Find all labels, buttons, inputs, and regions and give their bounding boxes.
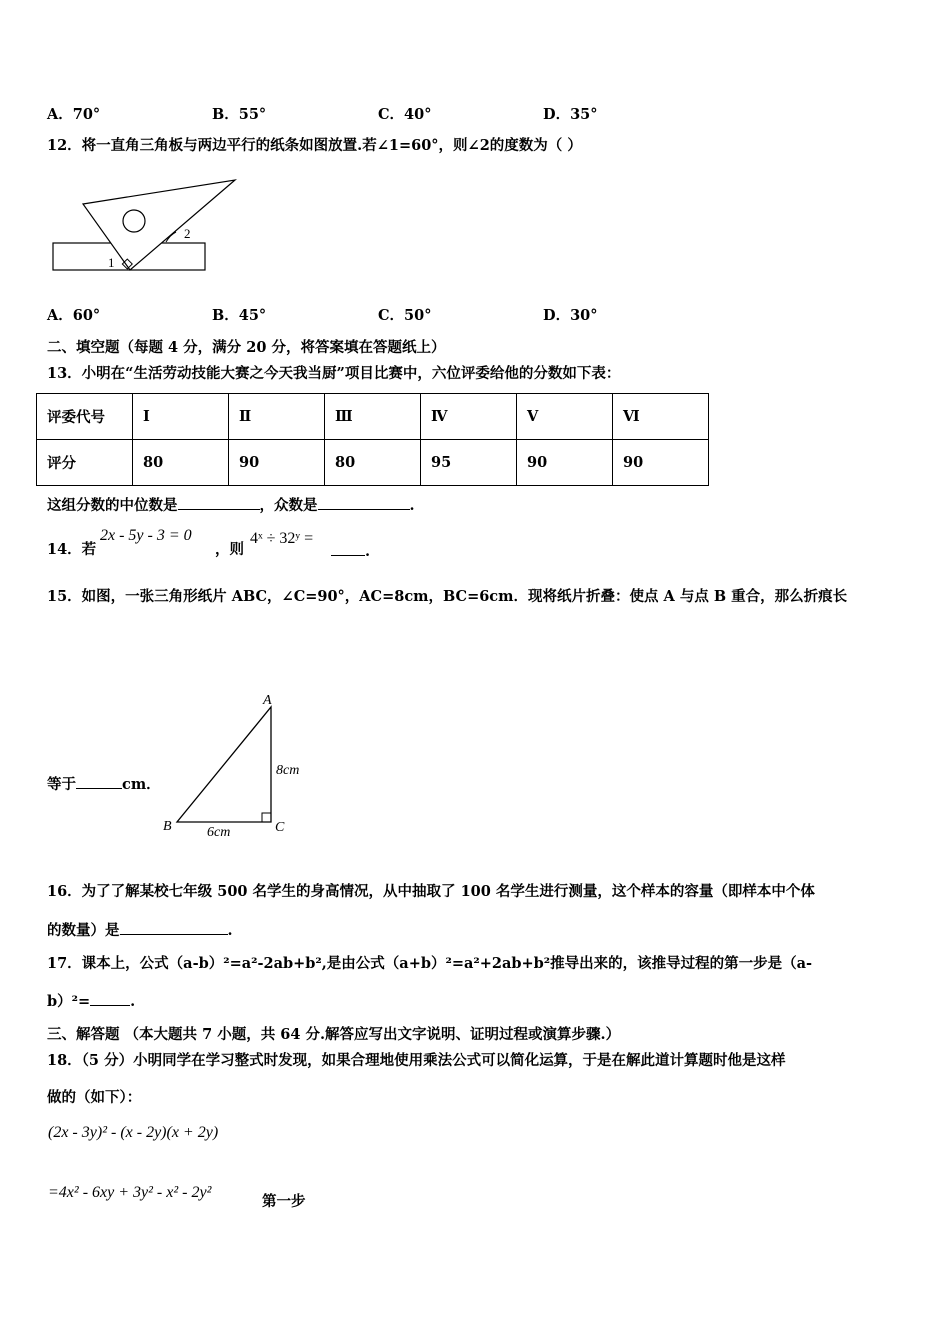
q16-blank[interactable] bbox=[120, 920, 228, 935]
q13-median-label: 这组分数的中位数是 bbox=[47, 497, 178, 514]
q14-equation: 2x - 5y - 3 = 0 bbox=[100, 527, 192, 544]
q17-label: b）²= bbox=[47, 993, 91, 1010]
q14-pre: 14．若 bbox=[47, 541, 97, 558]
q12-question: 12．将一直角三角板与两边平行的纸条如图放置.若∠1=60°，则∠2的度数为（ ） bbox=[47, 137, 582, 154]
label-a: A bbox=[263, 693, 272, 708]
q18-question-line2: 做的（如下）： bbox=[47, 1089, 142, 1106]
q18-expression: (2x - 3y)² - (x - 2y)(x + 2y) bbox=[48, 1124, 219, 1141]
angle1-label: 1 bbox=[108, 255, 115, 270]
q11-option-a: A．70° bbox=[47, 106, 101, 123]
table-row bbox=[37, 440, 709, 486]
q13-mode-label: ，众数是 bbox=[259, 497, 318, 514]
q16-label: 的数量）是 bbox=[47, 922, 120, 939]
q17-question-line1: 17．课本上，公式（a-b）²=a²-2ab+b²,是由公式（a+b）²=a²+2ab+b²推导出来的，该推导过程的第一步是（a- bbox=[47, 955, 813, 972]
q17-blank[interactable] bbox=[90, 991, 130, 1006]
q14-mid: ，则 bbox=[215, 541, 244, 558]
q15-unit: cm． bbox=[122, 776, 161, 793]
q11-option-b: B．55° bbox=[212, 106, 267, 123]
table-cell: Ⅲ bbox=[325, 394, 421, 440]
table-cell: 评委代号 bbox=[37, 394, 133, 440]
score-table bbox=[36, 393, 709, 486]
q14-period: . bbox=[365, 543, 371, 560]
q18-step1-expression: =4x² - 6xy + 3y² - x² - 2y² bbox=[48, 1184, 212, 1201]
table-cell: Ⅱ bbox=[229, 394, 325, 440]
q13-mode-blank[interactable] bbox=[318, 495, 410, 510]
q13-question: 13．小明在“生活劳动技能大赛之今天我当厨”项目比赛中，六位评委给他的分数如下表： bbox=[47, 365, 621, 382]
table-cell: 评分 bbox=[37, 440, 133, 486]
label-ac-length: 8cm bbox=[276, 763, 300, 778]
q16-question-line2 bbox=[47, 920, 233, 940]
q16-period: . bbox=[227, 922, 233, 939]
q15-triangle-figure bbox=[160, 690, 320, 840]
label-c: C bbox=[275, 820, 285, 835]
table-cell: Ⅰ bbox=[133, 394, 229, 440]
label-bc-length: 6cm bbox=[207, 825, 231, 840]
q13-period: . bbox=[409, 497, 415, 514]
q14-blank[interactable] bbox=[331, 541, 365, 556]
q13-answer-line bbox=[47, 495, 415, 515]
q11-option-c: C．40° bbox=[378, 106, 432, 123]
q12-option-b: B．45° bbox=[212, 307, 267, 324]
q11-option-d: D．35° bbox=[543, 106, 598, 123]
q17-question-line2 bbox=[47, 991, 135, 1011]
section3-heading: 三、解答题 （本大题共 7 小题，共 64 分.解答应写出文字说明、证明过程或演算步骤.） bbox=[47, 1026, 621, 1043]
table-cell: 90 bbox=[517, 440, 613, 486]
q12-option-a: A．60° bbox=[47, 307, 101, 324]
triangle-ruler bbox=[83, 180, 235, 270]
triangle-abc bbox=[177, 707, 271, 822]
table-cell: Ⅵ bbox=[613, 394, 709, 440]
q15-question: 15．如图，一张三角形纸片 ABC，∠C=90°，AC=8cm，BC=6cm．现将纸片折叠：使点 A 与点 B 重合，那么折痕长 bbox=[47, 588, 848, 605]
q12-figure bbox=[50, 176, 250, 276]
q16-question-line1: 16．为了了解某校七年级 500 名学生的身高情况，从中抽取了 100 名学生进行测量，这个样本的容量（即样本中个体 bbox=[47, 883, 815, 900]
table-cell: Ⅴ bbox=[517, 394, 613, 440]
q17-period: . bbox=[130, 993, 136, 1010]
q18-question-line1: 18．（5 分）小明同学在学习整式时发现，如果合理地使用乘法公式可以简化运算，于是在解此道计算题时他是这样 bbox=[47, 1052, 786, 1069]
q12-option-d: D．30° bbox=[543, 307, 598, 324]
table-header-row bbox=[37, 394, 709, 440]
q12-option-c: C．50° bbox=[378, 307, 432, 324]
table-cell: 80 bbox=[325, 440, 421, 486]
right-angle-mark bbox=[262, 813, 271, 822]
q18-step1-label: 第一步 bbox=[262, 1193, 306, 1210]
table-cell: 95 bbox=[421, 440, 517, 486]
table-cell: 80 bbox=[133, 440, 229, 486]
q13-median-blank[interactable] bbox=[178, 495, 260, 510]
label-b: B bbox=[163, 819, 172, 834]
angle2-label: 2 bbox=[184, 226, 191, 241]
table-cell: 90 bbox=[229, 440, 325, 486]
q14-expression: 4ˣ ÷ 32ʸ = bbox=[250, 530, 314, 547]
q14-answer bbox=[331, 541, 370, 561]
q15-blank[interactable] bbox=[76, 774, 122, 789]
section2-heading: 二、填空题（每题 4 分，满分 20 分，将答案填在答题纸上） bbox=[47, 339, 446, 356]
q15-answer-line bbox=[47, 774, 161, 794]
table-cell: 90 bbox=[613, 440, 709, 486]
table-cell: Ⅳ bbox=[421, 394, 517, 440]
q15-equals-label: 等于 bbox=[47, 776, 76, 793]
